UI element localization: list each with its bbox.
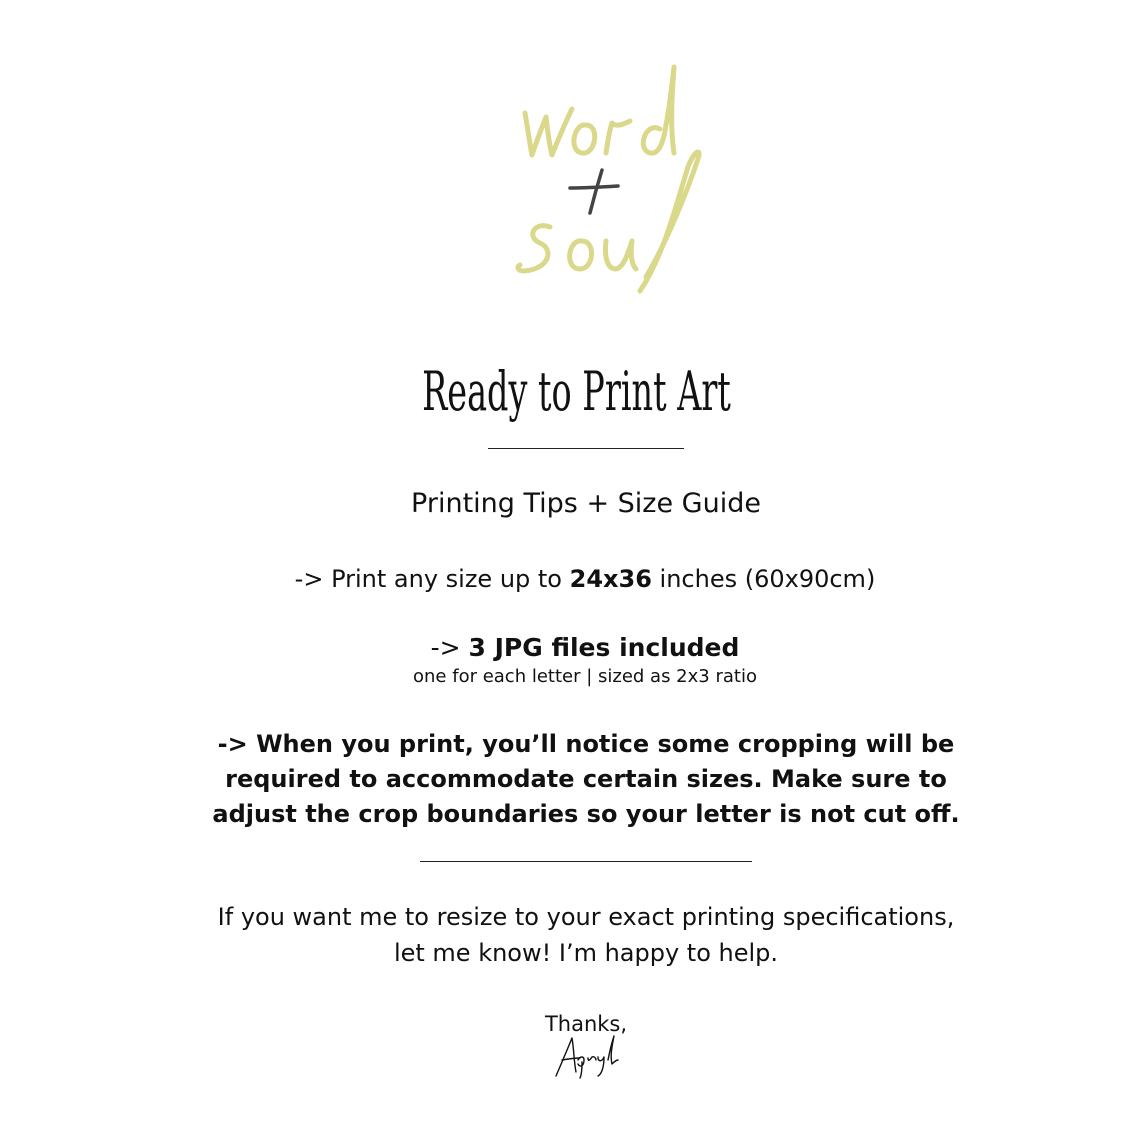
print-size-tip — [0, 562, 1140, 596]
cropping-tip — [0, 727, 1140, 832]
print-size-suffix: inches (60x90cm) — [651, 565, 876, 593]
closing-thanks: Thanks, — [544, 1012, 628, 1036]
page-title: Ready to Print Art — [422, 360, 731, 423]
print-size-max: 24x36 — [569, 565, 652, 593]
title-divider — [488, 448, 684, 449]
subtitle: Printing Tips + Size Guide — [411, 488, 761, 519]
signature — [548, 1030, 624, 1080]
cropping-line-2: required to accommodate certain sizes. Make sure to — [225, 765, 947, 793]
files-included: 3 JPG files included — [468, 633, 740, 662]
section-divider — [420, 861, 752, 862]
print-size-prefix: -> Print any size up to — [294, 565, 570, 593]
resize-line-2: let me know! I’m happy to help. — [393, 939, 779, 967]
cropping-line-1: -> When you print, you’ll notice some cropping will be — [217, 730, 955, 758]
files-arrow: -> — [430, 633, 469, 662]
resize-line-1: If you want me to resize to your exact printing specifications, — [217, 903, 955, 931]
files-note: one for each letter | sized as 2x3 ratio — [413, 666, 757, 687]
files-included-tip — [0, 631, 1140, 665]
cropping-line-3: adjust the crop boundaries so your letter is not cut off. — [212, 800, 960, 828]
resize-offer — [0, 899, 1140, 971]
word-plus-soul-logo — [490, 55, 720, 295]
